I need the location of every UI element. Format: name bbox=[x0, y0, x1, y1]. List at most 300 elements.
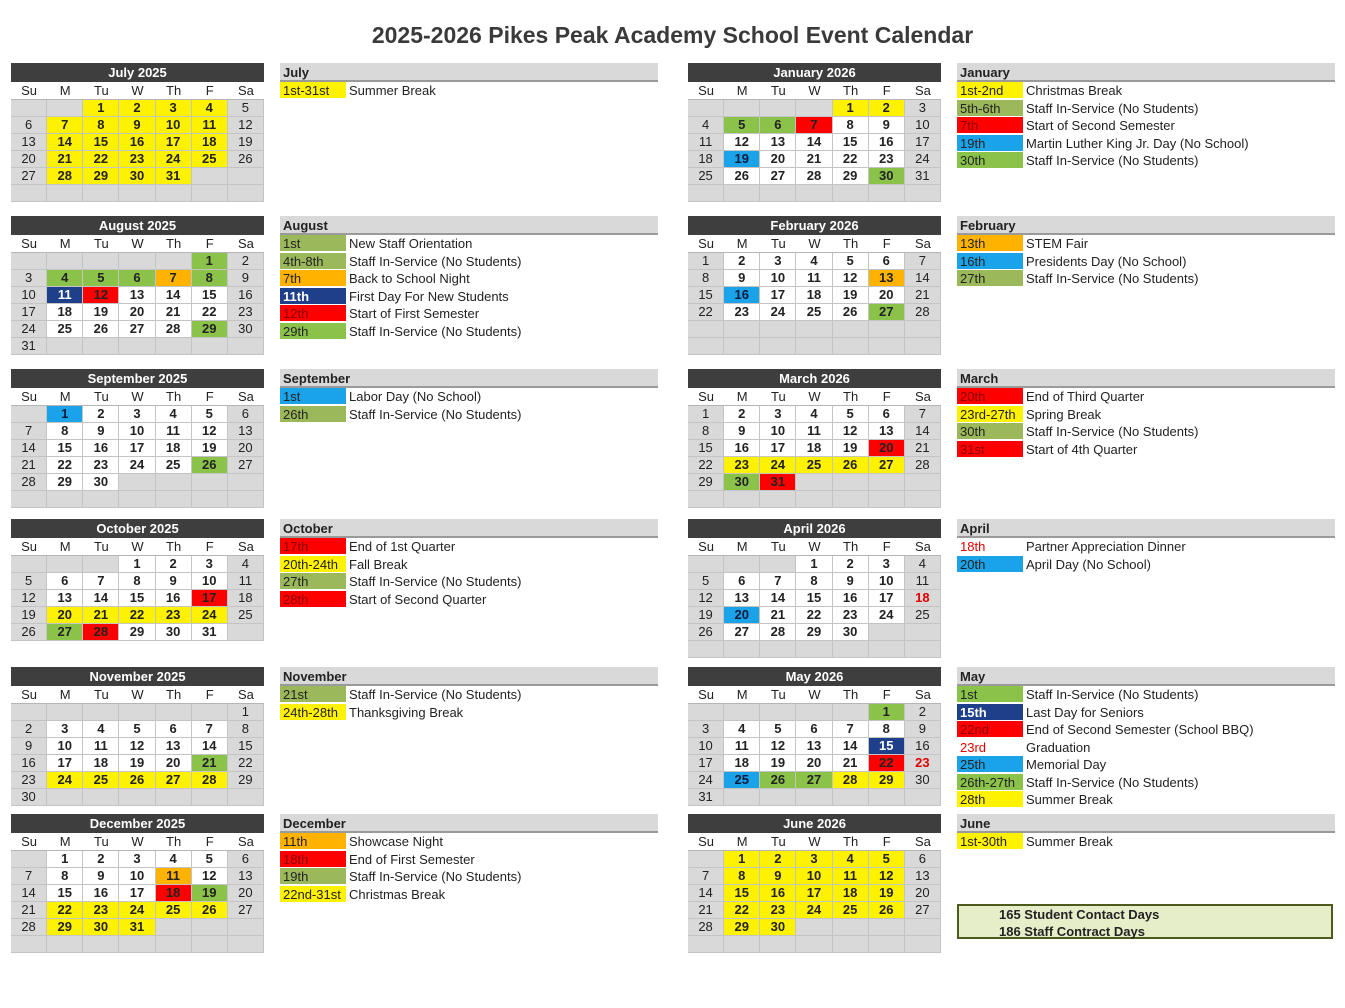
event-row bbox=[280, 288, 658, 306]
day-cell: 24 bbox=[905, 151, 941, 168]
event-date: 16th bbox=[957, 253, 1023, 269]
empty-cell bbox=[83, 185, 119, 202]
event-date: 13th bbox=[957, 235, 1023, 251]
day-cell: 30 bbox=[724, 474, 760, 491]
weekday-header: Th bbox=[833, 538, 869, 556]
empty-cell bbox=[869, 789, 905, 806]
empty-cell bbox=[119, 936, 155, 953]
day-cell: 29 bbox=[228, 772, 264, 789]
empty-cell bbox=[869, 185, 905, 202]
empty-cell bbox=[905, 338, 941, 355]
day-cell: 14 bbox=[905, 270, 941, 287]
day-cell: 7 bbox=[905, 253, 941, 270]
weekday-header: Tu bbox=[83, 686, 119, 704]
day-cell: 23 bbox=[869, 151, 905, 168]
staff-contract-days: 186 Staff Contract Days bbox=[999, 924, 1145, 939]
day-cell: 21 bbox=[905, 287, 941, 304]
day-cell: 12 bbox=[192, 868, 228, 885]
day-cell: 26 bbox=[119, 772, 155, 789]
day-cell: 3 bbox=[760, 253, 796, 270]
empty-cell bbox=[760, 641, 796, 658]
event-date: 5th-6th bbox=[957, 100, 1023, 116]
day-cell: 7 bbox=[192, 721, 228, 738]
event-date: 19th bbox=[957, 135, 1023, 151]
day-cell: 6 bbox=[905, 851, 941, 868]
empty-cell bbox=[83, 491, 119, 508]
month-calendar bbox=[688, 369, 941, 508]
day-cell: 15 bbox=[192, 287, 228, 304]
day-cell: 28 bbox=[796, 168, 832, 185]
event-list-month: October bbox=[280, 519, 658, 538]
day-cell: 18 bbox=[83, 755, 119, 772]
weekday-header: Su bbox=[11, 235, 47, 253]
day-cell: 15 bbox=[724, 885, 760, 902]
empty-cell bbox=[760, 100, 796, 117]
empty-cell bbox=[796, 789, 832, 806]
weekday-header: Su bbox=[11, 388, 47, 406]
day-cell: 14 bbox=[11, 885, 47, 902]
day-cell: 4 bbox=[796, 253, 832, 270]
event-list bbox=[957, 63, 1335, 170]
event-description: Summer Break bbox=[1026, 792, 1113, 807]
day-cell: 20 bbox=[869, 287, 905, 304]
empty-cell bbox=[869, 338, 905, 355]
weekday-header: F bbox=[192, 388, 228, 406]
day-cell: 8 bbox=[869, 721, 905, 738]
month-calendar bbox=[688, 216, 941, 355]
day-cell: 5 bbox=[11, 573, 47, 590]
day-cell: 2 bbox=[83, 851, 119, 868]
weekday-header: Su bbox=[11, 538, 47, 556]
event-date: 29th bbox=[280, 323, 346, 339]
day-cell: 7 bbox=[156, 270, 192, 287]
empty-cell bbox=[11, 851, 47, 868]
day-cell: 21 bbox=[760, 607, 796, 624]
event-list-month: March bbox=[957, 369, 1335, 388]
weekday-header: F bbox=[192, 538, 228, 556]
day-cell: 17 bbox=[156, 134, 192, 151]
day-cell: 25 bbox=[724, 772, 760, 789]
weekday-header: F bbox=[192, 686, 228, 704]
event-date: 25th bbox=[957, 756, 1023, 772]
day-cell: 3 bbox=[760, 406, 796, 423]
day-cell: 18 bbox=[724, 755, 760, 772]
day-cell: 24 bbox=[796, 902, 832, 919]
day-cell: 18 bbox=[156, 885, 192, 902]
day-cell: 5 bbox=[228, 100, 264, 117]
day-cell: 13 bbox=[796, 738, 832, 755]
day-cell: 12 bbox=[760, 738, 796, 755]
empty-cell bbox=[833, 474, 869, 491]
weekday-header: M bbox=[47, 235, 83, 253]
day-cell: 6 bbox=[47, 573, 83, 590]
day-cell: 1 bbox=[83, 100, 119, 117]
empty-cell bbox=[192, 491, 228, 508]
day-cell: 22 bbox=[688, 304, 724, 321]
day-cell: 14 bbox=[11, 440, 47, 457]
day-cell: 13 bbox=[228, 868, 264, 885]
empty-cell bbox=[688, 556, 724, 573]
day-cell: 11 bbox=[905, 573, 941, 590]
empty-cell bbox=[833, 936, 869, 953]
day-cell: 27 bbox=[11, 168, 47, 185]
event-list-month: August bbox=[280, 216, 658, 235]
weekday-header: Su bbox=[11, 82, 47, 100]
weekday-header: Tu bbox=[83, 82, 119, 100]
weekday-header: M bbox=[724, 686, 760, 704]
day-cell: 30 bbox=[228, 321, 264, 338]
empty-cell bbox=[192, 936, 228, 953]
empty-cell bbox=[833, 641, 869, 658]
day-cell: 28 bbox=[760, 624, 796, 641]
event-description: Staff In-Service (No Students) bbox=[1026, 100, 1199, 116]
day-cell: 17 bbox=[869, 590, 905, 607]
weekday-header: Th bbox=[156, 235, 192, 253]
empty-cell bbox=[796, 491, 832, 508]
day-cell: 29 bbox=[83, 168, 119, 185]
month-grid bbox=[688, 686, 941, 806]
day-cell: 14 bbox=[688, 885, 724, 902]
weekday-header: Su bbox=[11, 686, 47, 704]
event-date: 12th bbox=[280, 305, 346, 321]
day-cell: 31 bbox=[119, 919, 155, 936]
day-cell: 17 bbox=[119, 440, 155, 457]
event-description: Staff In-Service (No Students) bbox=[1026, 774, 1199, 790]
month-grid bbox=[11, 82, 264, 202]
event-date: 21st bbox=[280, 686, 346, 702]
event-description: Start of First Semester bbox=[349, 306, 480, 321]
event-date: 27th bbox=[280, 573, 346, 589]
day-cell: 6 bbox=[11, 117, 47, 134]
day-cell: 9 bbox=[724, 423, 760, 440]
day-cell: 23 bbox=[11, 772, 47, 789]
event-date: 24th-28th bbox=[280, 704, 346, 720]
month-calendar bbox=[11, 519, 264, 641]
day-cell: 20 bbox=[228, 440, 264, 457]
event-description: End of Second Semester (School BBQ) bbox=[1026, 722, 1254, 737]
day-cell: 1 bbox=[119, 556, 155, 573]
event-row bbox=[957, 423, 1335, 441]
weekday-header: M bbox=[724, 388, 760, 406]
day-cell: 31 bbox=[760, 474, 796, 491]
weekday-header: W bbox=[796, 82, 832, 100]
day-cell: 15 bbox=[869, 738, 905, 755]
day-cell: 21 bbox=[47, 151, 83, 168]
event-row bbox=[280, 704, 658, 722]
event-row bbox=[957, 739, 1335, 757]
empty-cell bbox=[11, 100, 47, 117]
day-cell: 23 bbox=[833, 607, 869, 624]
day-cell: 22 bbox=[833, 151, 869, 168]
event-date: 28th bbox=[957, 791, 1023, 807]
day-cell: 27 bbox=[724, 624, 760, 641]
day-cell: 19 bbox=[119, 755, 155, 772]
day-cell: 14 bbox=[796, 134, 832, 151]
day-cell: 14 bbox=[905, 423, 941, 440]
day-cell: 11 bbox=[796, 270, 832, 287]
day-cell: 26 bbox=[869, 902, 905, 919]
day-cell: 12 bbox=[192, 423, 228, 440]
day-cell: 18 bbox=[796, 440, 832, 457]
empty-cell bbox=[83, 704, 119, 721]
event-description: Showcase Night bbox=[349, 834, 443, 849]
day-cell: 2 bbox=[724, 406, 760, 423]
empty-cell bbox=[905, 474, 941, 491]
empty-cell bbox=[905, 624, 941, 641]
day-cell: 23 bbox=[119, 151, 155, 168]
empty-cell bbox=[156, 185, 192, 202]
weekday-header: Th bbox=[156, 833, 192, 851]
empty-cell bbox=[156, 936, 192, 953]
weekday-header: Th bbox=[833, 686, 869, 704]
event-list bbox=[957, 667, 1335, 809]
empty-cell bbox=[156, 789, 192, 806]
empty-cell bbox=[156, 338, 192, 355]
empty-cell bbox=[869, 474, 905, 491]
day-cell: 2 bbox=[83, 406, 119, 423]
event-list bbox=[957, 216, 1335, 288]
event-date: 18th bbox=[280, 851, 346, 867]
empty-cell bbox=[833, 919, 869, 936]
empty-cell bbox=[11, 936, 47, 953]
day-cell: 12 bbox=[724, 134, 760, 151]
event-description: April Day (No School) bbox=[1026, 556, 1151, 572]
day-cell: 3 bbox=[119, 406, 155, 423]
day-cell: 22 bbox=[192, 304, 228, 321]
day-cell: 30 bbox=[119, 168, 155, 185]
day-cell: 15 bbox=[688, 440, 724, 457]
day-cell: 10 bbox=[47, 738, 83, 755]
day-cell: 10 bbox=[119, 423, 155, 440]
weekday-header: F bbox=[869, 686, 905, 704]
event-description: Labor Day (No School) bbox=[349, 389, 482, 404]
event-date: 26th-27th bbox=[957, 774, 1023, 790]
empty-cell bbox=[83, 789, 119, 806]
day-cell: 2 bbox=[905, 704, 941, 721]
event-list-month: June bbox=[957, 814, 1335, 833]
month-grid bbox=[688, 388, 941, 508]
day-cell: 13 bbox=[47, 590, 83, 607]
month-title: March 2026 bbox=[688, 369, 941, 388]
day-cell: 30 bbox=[11, 789, 47, 806]
empty-cell bbox=[156, 704, 192, 721]
empty-cell bbox=[156, 491, 192, 508]
day-cell: 19 bbox=[192, 440, 228, 457]
day-cell: 11 bbox=[47, 287, 83, 304]
event-description: End of First Semester bbox=[349, 851, 475, 867]
day-cell: 27 bbox=[47, 624, 83, 641]
month-calendar bbox=[11, 814, 264, 953]
month-calendar bbox=[11, 63, 264, 202]
event-date: 30th bbox=[957, 423, 1023, 439]
event-description: Fall Break bbox=[349, 556, 408, 572]
event-description: New Staff Orientation bbox=[349, 236, 473, 251]
day-cell: 30 bbox=[833, 624, 869, 641]
day-cell: 3 bbox=[796, 851, 832, 868]
day-cell: 3 bbox=[119, 851, 155, 868]
day-cell: 26 bbox=[833, 457, 869, 474]
day-cell: 31 bbox=[192, 624, 228, 641]
day-cell: 27 bbox=[796, 772, 832, 789]
day-cell: 5 bbox=[760, 721, 796, 738]
day-cell: 1 bbox=[796, 556, 832, 573]
day-cell: 6 bbox=[869, 406, 905, 423]
day-cell: 4 bbox=[796, 406, 832, 423]
day-cell: 15 bbox=[47, 885, 83, 902]
weekday-header: W bbox=[119, 82, 155, 100]
empty-cell bbox=[724, 556, 760, 573]
day-cell: 27 bbox=[156, 772, 192, 789]
empty-cell bbox=[688, 851, 724, 868]
day-cell: 23 bbox=[724, 457, 760, 474]
day-cell: 28 bbox=[47, 168, 83, 185]
day-cell: 20 bbox=[156, 755, 192, 772]
empty-cell bbox=[724, 338, 760, 355]
event-date: 28th bbox=[280, 591, 346, 607]
month-calendar bbox=[11, 369, 264, 508]
day-cell: 13 bbox=[228, 423, 264, 440]
empty-cell bbox=[11, 491, 47, 508]
day-cell: 9 bbox=[83, 868, 119, 885]
day-cell: 5 bbox=[192, 851, 228, 868]
weekday-header: Th bbox=[156, 388, 192, 406]
day-cell: 1 bbox=[724, 851, 760, 868]
day-cell: 3 bbox=[156, 100, 192, 117]
day-cell: 7 bbox=[47, 117, 83, 134]
day-cell: 15 bbox=[83, 134, 119, 151]
day-cell: 24 bbox=[192, 607, 228, 624]
day-cell: 18 bbox=[156, 440, 192, 457]
event-list bbox=[280, 369, 658, 423]
day-cell: 13 bbox=[869, 423, 905, 440]
event-row bbox=[280, 833, 658, 851]
day-cell: 1 bbox=[47, 851, 83, 868]
empty-cell bbox=[869, 491, 905, 508]
weekday-header: Th bbox=[156, 686, 192, 704]
event-row bbox=[957, 100, 1335, 118]
day-cell: 13 bbox=[156, 738, 192, 755]
empty-cell bbox=[228, 789, 264, 806]
day-cell: 12 bbox=[688, 590, 724, 607]
event-row bbox=[957, 152, 1335, 170]
event-date: 1st-2nd bbox=[957, 82, 1023, 98]
day-cell: 5 bbox=[688, 573, 724, 590]
day-cell: 16 bbox=[228, 287, 264, 304]
empty-cell bbox=[228, 185, 264, 202]
event-list-month: September bbox=[280, 369, 658, 388]
day-cell: 4 bbox=[156, 851, 192, 868]
empty-cell bbox=[83, 253, 119, 270]
month-grid bbox=[688, 235, 941, 355]
day-cell: 20 bbox=[11, 151, 47, 168]
weekday-header: F bbox=[869, 235, 905, 253]
day-cell: 22 bbox=[47, 902, 83, 919]
empty-cell bbox=[228, 624, 264, 641]
weekday-header: Sa bbox=[228, 388, 264, 406]
day-cell: 26 bbox=[83, 321, 119, 338]
day-cell: 19 bbox=[83, 304, 119, 321]
event-list-month: November bbox=[280, 667, 658, 686]
empty-cell bbox=[833, 491, 869, 508]
event-description: Start of Second Semester bbox=[1026, 118, 1175, 133]
month-title: October 2025 bbox=[11, 519, 264, 538]
event-description: Martin Luther King Jr. Day (No School) bbox=[1026, 135, 1249, 151]
day-cell: 6 bbox=[228, 851, 264, 868]
day-cell: 10 bbox=[869, 573, 905, 590]
empty-cell bbox=[83, 556, 119, 573]
weekday-header: M bbox=[724, 235, 760, 253]
day-cell: 21 bbox=[833, 755, 869, 772]
day-cell: 3 bbox=[11, 270, 47, 287]
day-cell: 18 bbox=[47, 304, 83, 321]
empty-cell bbox=[119, 338, 155, 355]
event-description: Staff In-Service (No Students) bbox=[1026, 687, 1199, 702]
day-cell: 10 bbox=[760, 423, 796, 440]
day-cell: 29 bbox=[869, 772, 905, 789]
day-cell: 20 bbox=[119, 304, 155, 321]
weekday-header: Tu bbox=[760, 388, 796, 406]
weekday-header: Tu bbox=[760, 235, 796, 253]
weekday-header: M bbox=[47, 833, 83, 851]
day-cell: 5 bbox=[869, 851, 905, 868]
day-cell: 9 bbox=[869, 117, 905, 134]
empty-cell bbox=[47, 704, 83, 721]
day-cell: 7 bbox=[11, 868, 47, 885]
day-cell: 15 bbox=[796, 590, 832, 607]
day-cell: 30 bbox=[83, 919, 119, 936]
event-date: 7th bbox=[957, 117, 1023, 133]
event-description: Back to School Night bbox=[349, 271, 470, 286]
empty-cell bbox=[192, 474, 228, 491]
day-cell: 16 bbox=[724, 440, 760, 457]
weekday-header: W bbox=[796, 833, 832, 851]
day-cell: 24 bbox=[869, 607, 905, 624]
day-cell: 1 bbox=[228, 704, 264, 721]
day-cell: 19 bbox=[833, 287, 869, 304]
day-cell: 30 bbox=[869, 168, 905, 185]
month-calendar bbox=[688, 814, 941, 953]
day-cell: 22 bbox=[869, 755, 905, 772]
event-row bbox=[957, 388, 1335, 406]
event-list bbox=[280, 63, 658, 100]
month-grid bbox=[11, 686, 264, 806]
day-cell: 27 bbox=[905, 902, 941, 919]
day-cell: 22 bbox=[228, 755, 264, 772]
weekday-header: Su bbox=[688, 686, 724, 704]
month-calendar bbox=[11, 667, 264, 806]
day-cell: 27 bbox=[119, 321, 155, 338]
day-cell: 15 bbox=[833, 134, 869, 151]
event-list bbox=[957, 369, 1335, 458]
weekday-header: F bbox=[192, 235, 228, 253]
empty-cell bbox=[11, 253, 47, 270]
empty-cell bbox=[760, 338, 796, 355]
day-cell: 16 bbox=[119, 134, 155, 151]
day-cell: 16 bbox=[156, 590, 192, 607]
day-cell: 7 bbox=[760, 573, 796, 590]
day-cell: 2 bbox=[760, 851, 796, 868]
empty-cell bbox=[869, 936, 905, 953]
event-list-month: April bbox=[957, 519, 1335, 538]
empty-cell bbox=[796, 936, 832, 953]
month-grid bbox=[688, 538, 941, 658]
day-cell: 21 bbox=[688, 902, 724, 919]
event-date: 23rd-27th bbox=[957, 406, 1023, 422]
day-cell: 10 bbox=[192, 573, 228, 590]
empty-cell bbox=[796, 321, 832, 338]
event-date: 31st bbox=[957, 441, 1023, 457]
day-cell: 26 bbox=[192, 457, 228, 474]
